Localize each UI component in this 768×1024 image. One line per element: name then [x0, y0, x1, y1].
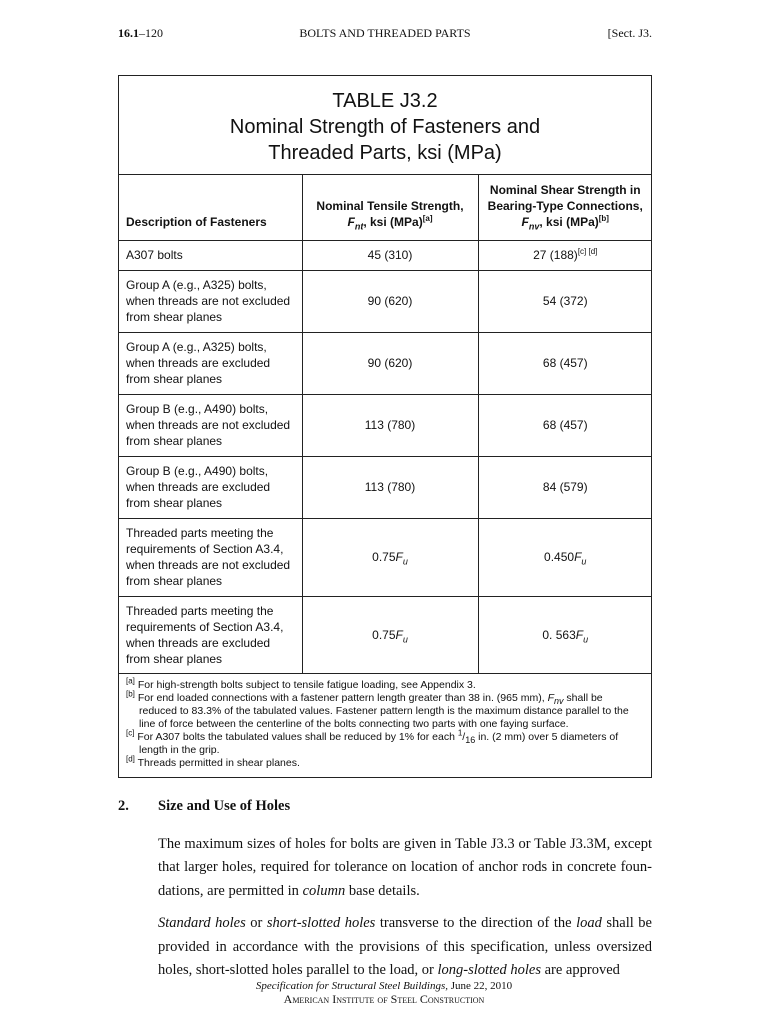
- section-size-and-use-of-holes: [118, 795, 652, 992]
- paragraph-1: The maximum sizes of holes for bolts are given in Table J3.3 or Table J3.3M, except that larger holes, required for tolerance on location of anchor rods in concrete foun-dations, are permitted in column base details.: [158, 835, 652, 899]
- header-row: [119, 175, 652, 240]
- row-description: A307 bolts: [119, 240, 302, 270]
- section-heading: [118, 795, 652, 819]
- table-number: TABLE J3.2: [332, 90, 438, 112]
- footnote-c-line-2: length in the grip.: [139, 744, 220, 756]
- row-description: Group A (e.g., A325) bolts, when threads are excluded from shear planes: [119, 332, 302, 394]
- table-row: [119, 240, 652, 270]
- page-footer: [0, 980, 768, 1006]
- paragraph-2: Standard holes or short-slotted holes transverse to the direction of the load shall be provided in accordance with the provisions of this specification, unless oversized holes, short-slotted holes parallel to the load, or long-slotted holes are approved: [158, 915, 652, 978]
- row-tensile: 113 (780): [302, 394, 478, 456]
- row-tensile: 113 (780): [302, 456, 478, 518]
- row-description: Threaded parts meeting the requirements of Section A3.4, when threads are not excluded from shear planes: [119, 518, 302, 596]
- footnote-c: [c] For A307 bolts the tabulated values shall be reduced by 1% for each $^1/_{16}$ in. (2 mm) over 5 diameters of: [126, 728, 619, 746]
- table-row: [119, 270, 652, 332]
- row-tensile: 90 (620): [302, 270, 478, 332]
- row-shear: $0.450F_u$: [478, 518, 652, 596]
- footnote-d: [d] Threads permitted in shear planes.: [126, 754, 300, 769]
- footnote-b-line-3: line of force between the centerline of the bolts connecting two parts with one faying surface.: [139, 718, 569, 730]
- row-description: Threaded parts meeting the requirements of Section A3.4, when threads are excluded from shear planes: [119, 596, 302, 673]
- section-title: Size and Use of Holes: [158, 798, 291, 814]
- strength-grid: [119, 175, 652, 674]
- row-tensile: $0.75F_u$: [302, 596, 478, 673]
- row-description: Group A (e.g., A325) bolts, when threads are not excluded from shear planes: [119, 270, 302, 332]
- running-head: [118, 26, 652, 42]
- row-tensile: $0.75F_u$: [302, 518, 478, 596]
- row-tensile: 90 (620): [302, 332, 478, 394]
- row-tensile: 45 (310): [302, 240, 478, 270]
- row-shear: 54 (372): [478, 270, 652, 332]
- table-title: [119, 76, 651, 175]
- footnote-a: [a] For high-strength bolts subject to tensile fatigue loading, see Appendix 3.: [126, 676, 476, 691]
- page-number: 16.1–120: [118, 26, 163, 40]
- row-shear: 84 (579): [478, 456, 652, 518]
- table-row: [119, 394, 652, 456]
- header-description: Description of Fasteners: [119, 175, 302, 240]
- header-tensile: Nominal Tensile Strength, $F_{nt}$, ksi (MPa)[a]: [302, 175, 478, 240]
- table-caption-line-2: Threaded Parts, ksi (MPa): [268, 142, 502, 164]
- footnote-b-line-2: reduced to 83.3% of the tabulated values. Fastener pattern length is the maximum distance parallel to the: [139, 705, 629, 717]
- section-number: 2.: [118, 798, 129, 814]
- table-row: [119, 456, 652, 518]
- table-j3-2: [118, 75, 652, 778]
- footer-publisher: American Institute of Steel Construction: [283, 992, 485, 1006]
- row-shear: 68 (457): [478, 394, 652, 456]
- row-description: Group B (e.g., A490) bolts, when threads are excluded from shear planes: [119, 456, 302, 518]
- row-shear: 0. $563F_u$: [478, 596, 652, 673]
- row-description: Group B (e.g., A490) bolts, when threads are not excluded from shear planes: [119, 394, 302, 456]
- footnote-b: [b] For end loaded connections with a fastener pattern length greater than 38 in. (965 mm), $F_{nv}$ shall be: [126, 689, 603, 707]
- table-row: [119, 596, 652, 673]
- header-shear: Nominal Shear Strength in Bearing-Type Connections, $F_{nv}$, ksi (MPa)[b]: [478, 175, 652, 240]
- table-caption-line-1: Nominal Strength of Fasteners and: [229, 116, 541, 138]
- table-footnotes: [119, 673, 651, 770]
- section-reference: [Sect. J3.: [607, 26, 652, 40]
- chapter-title: BOLTS AND THREADED PARTS: [299, 26, 471, 40]
- table-row: [119, 332, 652, 394]
- row-shear: 68 (457): [478, 332, 652, 394]
- row-shear: 27 (188)[c] [d]: [478, 240, 652, 270]
- footer-spec-line: Specification for Structural Steel Buildings, June 22, 2010: [255, 980, 513, 992]
- table-row: [119, 518, 652, 596]
